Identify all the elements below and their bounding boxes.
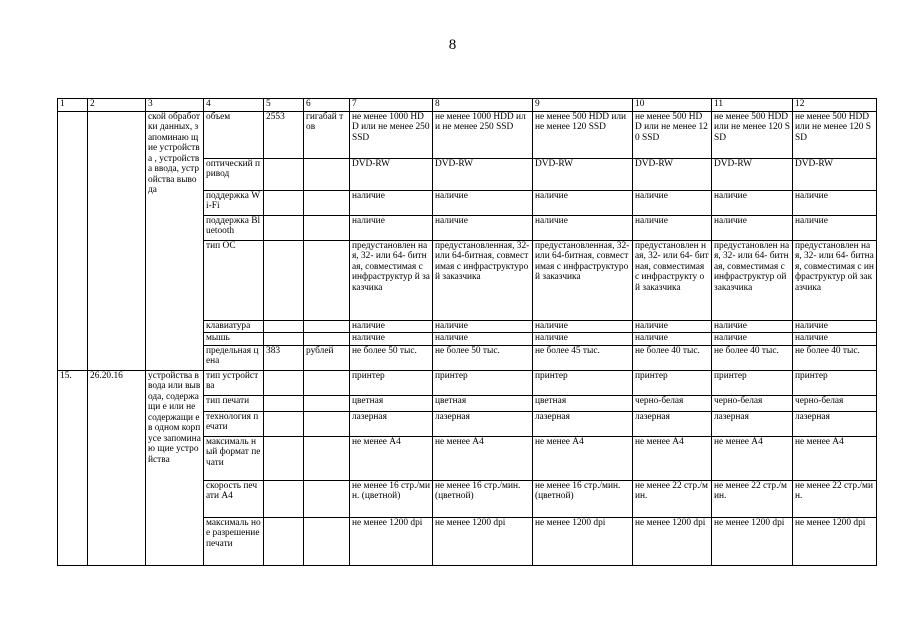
value-cell: цветная [350, 395, 433, 411]
value-cell: наличие [350, 333, 433, 346]
unit-name-cell [304, 320, 350, 333]
value-cell: не менее 22 стр./мин. [793, 480, 877, 517]
value-cell: наличие [793, 320, 877, 333]
unit-code-cell [264, 215, 304, 240]
parameter-name-cell: объем [204, 111, 264, 158]
unit-name-cell [304, 158, 350, 190]
value-cell: наличие [633, 190, 712, 215]
value-cell: черно-белая [712, 395, 793, 411]
column-header: 8 [433, 99, 533, 112]
value-cell: не более 45 тыс. [533, 345, 633, 370]
value-cell: принтер [533, 370, 633, 395]
item-name-cell: устройства ввода или вывода, содержащи е или не содержащи е в одном корпусе запоминаю щие устройства [146, 370, 204, 565]
unit-name-cell [304, 517, 350, 565]
parameter-name-cell: максималь ный формат печати [204, 436, 264, 480]
value-cell: не менее А4 [793, 436, 877, 480]
unit-name-cell [304, 190, 350, 215]
value-cell: предустановлен ная, 32- или 64- битная, совместимая с инфраструктур й заказчика [350, 240, 433, 320]
table-body [58, 99, 877, 566]
unit-name-cell [304, 395, 350, 411]
column-header: 3 [146, 99, 204, 112]
value-cell: лазерная [350, 411, 433, 436]
header-row [58, 99, 877, 112]
value-cell: не более 40 тыс. [712, 345, 793, 370]
parameter-name-cell: тип устройства [204, 370, 264, 395]
value-cell: не менее А4 [712, 436, 793, 480]
unit-name-cell [304, 370, 350, 395]
parameter-name-cell: скорость печати А4 [204, 480, 264, 517]
unit-code-cell [264, 436, 304, 480]
column-header: 4 [204, 99, 264, 112]
value-cell: не менее А4 [533, 436, 633, 480]
item-name-cell: ской обработки данных, запоминаю щие устройства , устройства ввода, устройства вывода [146, 111, 204, 370]
unit-code-cell: 2553 [264, 111, 304, 158]
value-cell: предустановлен ная, 32- или 64- битная, совместимая с инфраструктур ой заказчика [793, 240, 877, 320]
value-cell: DVD-RW [793, 158, 877, 190]
column-header: 5 [264, 99, 304, 112]
value-cell: не менее 500 HDD или не менее 120 SSD [793, 111, 877, 158]
value-cell: принтер [433, 370, 533, 395]
value-cell: лазерная [793, 411, 877, 436]
value-cell: черно-белая [793, 395, 877, 411]
unit-code-cell [264, 320, 304, 333]
unit-name-cell [304, 480, 350, 517]
value-cell: принтер [350, 370, 433, 395]
column-header: 7 [350, 99, 433, 112]
value-cell: цветная [533, 395, 633, 411]
unit-name-cell [304, 333, 350, 346]
value-cell: не менее 22 стр./мин. [633, 480, 712, 517]
unit-code-cell [264, 158, 304, 190]
value-cell: лазерная [533, 411, 633, 436]
value-cell: не менее А4 [433, 436, 533, 480]
item-number-cell: 15. [58, 370, 88, 565]
unit-name-cell [304, 240, 350, 320]
value-cell: наличие [533, 320, 633, 333]
unit-code-cell [264, 395, 304, 411]
value-cell: наличие [350, 190, 433, 215]
value-cell: не менее 500 HDD или не менее 120 SSD [533, 111, 633, 158]
parameter-name-cell: тип ОС [204, 240, 264, 320]
value-cell: наличие [533, 215, 633, 240]
value-cell: DVD-RW [433, 158, 533, 190]
value-cell: DVD-RW [712, 158, 793, 190]
value-cell: не менее 1000 HDD или не менее 250 SSD [433, 111, 533, 158]
value-cell: наличие [633, 333, 712, 346]
parameter-name-cell: поддержка Wi-Fi [204, 190, 264, 215]
table-row [58, 370, 877, 395]
value-cell: не менее 1200 dpi [350, 517, 433, 565]
value-cell: не более 50 тыс. [433, 345, 533, 370]
value-cell: принтер [793, 370, 877, 395]
column-header: 12 [793, 99, 877, 112]
unit-name-cell [304, 215, 350, 240]
unit-name-cell: рублей [304, 345, 350, 370]
value-cell: принтер [633, 370, 712, 395]
value-cell: наличие [793, 333, 877, 346]
value-cell: наличие [712, 190, 793, 215]
value-cell: наличие [712, 320, 793, 333]
item-number-cell [58, 111, 88, 370]
unit-code-cell [264, 333, 304, 346]
value-cell: не более 50 тыс. [350, 345, 433, 370]
value-cell: цветная [433, 395, 533, 411]
value-cell: лазерная [633, 411, 712, 436]
table-row [58, 111, 877, 158]
value-cell: не менее 500 HDD или не менее 120 SSD [633, 111, 712, 158]
value-cell: наличие [793, 215, 877, 240]
value-cell: предустановленная, 32- или 64-битная, совместимая с инфраструктурой заказчика [533, 240, 633, 320]
value-cell: наличие [633, 215, 712, 240]
value-cell: DVD-RW [350, 158, 433, 190]
unit-name-cell: гигабай тов [304, 111, 350, 158]
value-cell: предустановленная, 32- или 64-битная, совместимая с инфраструктурой заказчика [433, 240, 533, 320]
value-cell: наличие [433, 190, 533, 215]
value-cell: наличие [433, 320, 533, 333]
value-cell: наличие [433, 333, 533, 346]
parameter-name-cell: максималь ное разрешение печати [204, 517, 264, 565]
value-cell: лазерная [433, 411, 533, 436]
column-header: 6 [304, 99, 350, 112]
value-cell: наличие [633, 320, 712, 333]
value-cell: не более 40 тыс. [633, 345, 712, 370]
value-cell: не менее 1000 HDD или не менее 250 SSD [350, 111, 433, 158]
parameter-name-cell: предельная цена [204, 345, 264, 370]
unit-code-cell [264, 517, 304, 565]
value-cell: не менее 16 стр./мин. (цветной) [350, 480, 433, 517]
value-cell: не менее А4 [350, 436, 433, 480]
parameter-name-cell: технология печати [204, 411, 264, 436]
value-cell: не менее 22 стр./мин. [712, 480, 793, 517]
column-header: 10 [633, 99, 712, 112]
parameter-name-cell: тип печати [204, 395, 264, 411]
value-cell: наличие [712, 215, 793, 240]
column-header: 2 [88, 99, 146, 112]
parameter-name-cell: поддержка Bluetooth [204, 215, 264, 240]
value-cell: DVD-RW [633, 158, 712, 190]
unit-code-cell: 383 [264, 345, 304, 370]
okpd-code-cell: 26.20.16 [88, 370, 146, 565]
column-header: 11 [712, 99, 793, 112]
value-cell: наличие [712, 333, 793, 346]
value-cell: не менее 1200 dpi [633, 517, 712, 565]
parameter-name-cell: мышь [204, 333, 264, 346]
unit-code-cell [264, 190, 304, 215]
value-cell: наличие [533, 190, 633, 215]
value-cell: наличие [350, 320, 433, 333]
value-cell: наличие [533, 333, 633, 346]
value-cell: предустановлен ная, 32- или 64- битная, совместимая с инфраструктур ой заказчика [712, 240, 793, 320]
column-header: 1 [58, 99, 88, 112]
parameter-name-cell: клавиатура [204, 320, 264, 333]
value-cell: не менее 16 стр./мин. (цветной) [433, 480, 533, 517]
value-cell: лазерная [712, 411, 793, 436]
value-cell: не менее 500 HDD или не менее 120 SSD [712, 111, 793, 158]
unit-code-cell [264, 411, 304, 436]
value-cell: не менее 1200 dpi [793, 517, 877, 565]
unit-name-cell [304, 411, 350, 436]
value-cell: наличие [350, 215, 433, 240]
unit-code-cell [264, 370, 304, 395]
value-cell: предустановлен ная, 32- или 64- битная, совместимая с инфраструкту ой заказчика [633, 240, 712, 320]
value-cell: черно-белая [633, 395, 712, 411]
value-cell: принтер [712, 370, 793, 395]
value-cell: DVD-RW [533, 158, 633, 190]
unit-code-cell [264, 240, 304, 320]
value-cell: наличие [793, 190, 877, 215]
page-number: 8 [448, 37, 457, 53]
value-cell: наличие [433, 215, 533, 240]
okpd-code-cell [88, 111, 146, 370]
value-cell: не менее 16 стр./мин. (цветной) [533, 480, 633, 517]
column-header: 9 [533, 99, 633, 112]
value-cell: не менее 1200 dpi [433, 517, 533, 565]
spec-table [57, 98, 877, 566]
unit-name-cell [304, 436, 350, 480]
unit-code-cell [264, 480, 304, 517]
value-cell: не менее 1200 dpi [712, 517, 793, 565]
value-cell: не менее А4 [633, 436, 712, 480]
value-cell: не менее 1200 dpi [533, 517, 633, 565]
parameter-name-cell: оптический привод [204, 158, 264, 190]
value-cell: не более 40 тыс. [793, 345, 877, 370]
